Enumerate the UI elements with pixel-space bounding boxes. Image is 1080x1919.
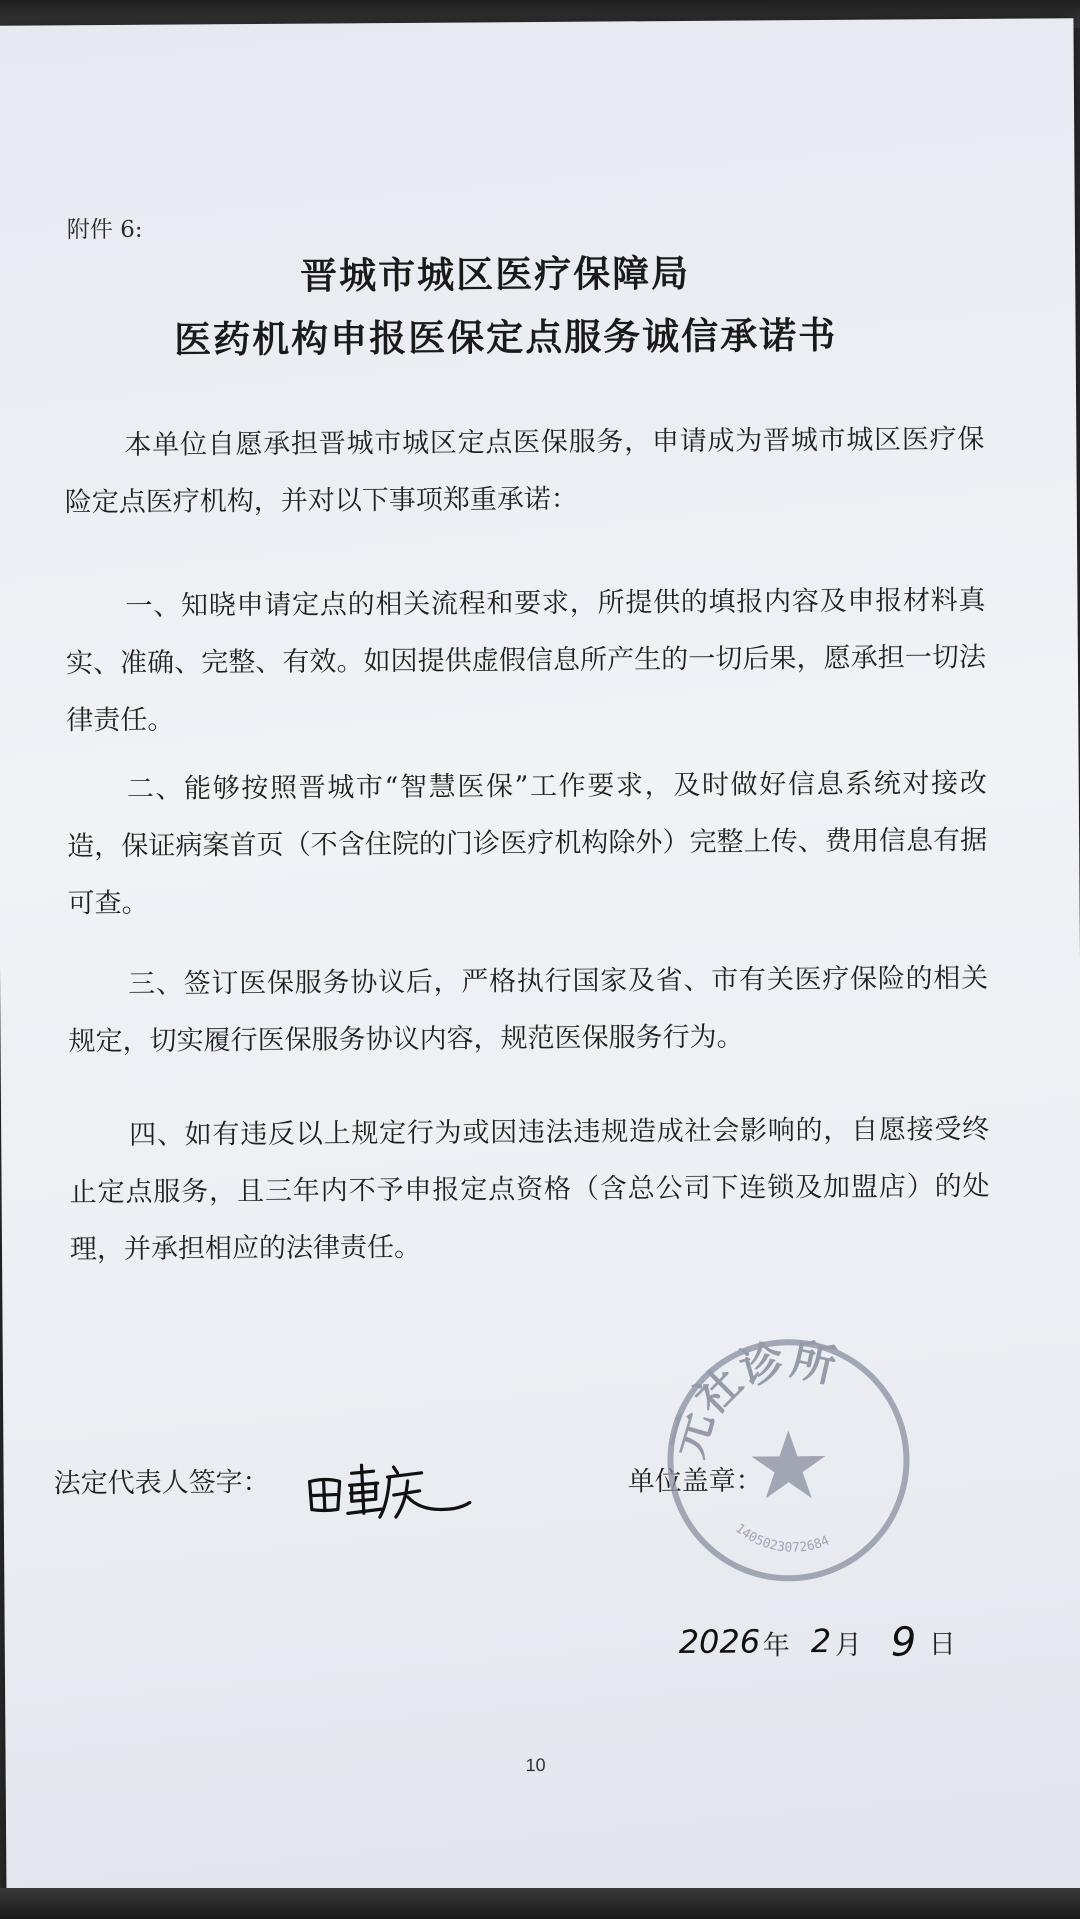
handwritten-signature bbox=[303, 1450, 474, 1531]
photo-bottom-edge bbox=[0, 1888, 1080, 1919]
unit-seal-label: 单位盖章： bbox=[627, 1465, 763, 1498]
date-year-suffix: 年 bbox=[762, 1630, 790, 1662]
official-stamp-seal bbox=[653, 1319, 925, 1591]
document-page bbox=[0, 18, 1080, 1897]
commitment-paragraph-2: 二、能够按照晋城市“智慧医保”工作要求，及时做好信息系统对接改造，保证病案首页（不含住院的门诊医疗机构除外）完整上传、费用信息有据可查。 bbox=[67, 767, 988, 920]
commitment-paragraph-3: 三、签订医保服务协议后，严格执行国家及省、市有关医疗保险的相关规定，切实履行医保服务协议内容，规范医保服务行为。 bbox=[68, 962, 989, 1058]
document-title-line-2: 医药机构申报医保定点服务诚信承诺书 bbox=[173, 313, 838, 362]
date-month: 2 bbox=[810, 1621, 832, 1661]
svg-text:1405023072684 bbox=[732, 1521, 832, 1557]
commitment-paragraph-1: 一、知晓申请定点的相关流程和要求，所提供的填报内容及申报材料真实、准确、完整、有效。如因提供虚假信息所产生的一切后果，愿承担一切法律责任。 bbox=[65, 584, 986, 737]
commitment-paragraph-4: 四、如有违反以上规定行为或因违法违规造成社会影响的，自愿接受终止定点服务，且三年内不予申报定点资格（含总公司下连锁及加盟店）的处理，并承担相应的法律责任。 bbox=[69, 1113, 990, 1266]
date-year: 2026 bbox=[678, 1622, 761, 1662]
stamp-code: 1405023072684 bbox=[732, 1521, 832, 1556]
legal-representative-signature-label: 法定代表人签字： bbox=[53, 1466, 270, 1500]
page-number: 10 bbox=[525, 1754, 546, 1776]
document-title-line-1: 晋城市城区医疗保障局 bbox=[300, 251, 691, 298]
intro-paragraph: 本单位自愿承担晋城市城区定点医保服务，申请成为晋城市城区医疗保险定点医疗机构，并对以下事项郑重承诺： bbox=[64, 423, 985, 519]
signing-date bbox=[678, 1599, 979, 1681]
attachment-label: 附件 6: bbox=[66, 216, 143, 244]
stamp-text: 元社诊所 bbox=[662, 1333, 841, 1464]
date-day: 9 bbox=[890, 1619, 917, 1666]
date-month-suffix: 月 bbox=[834, 1629, 862, 1661]
date-day-suffix: 日 bbox=[928, 1629, 956, 1661]
